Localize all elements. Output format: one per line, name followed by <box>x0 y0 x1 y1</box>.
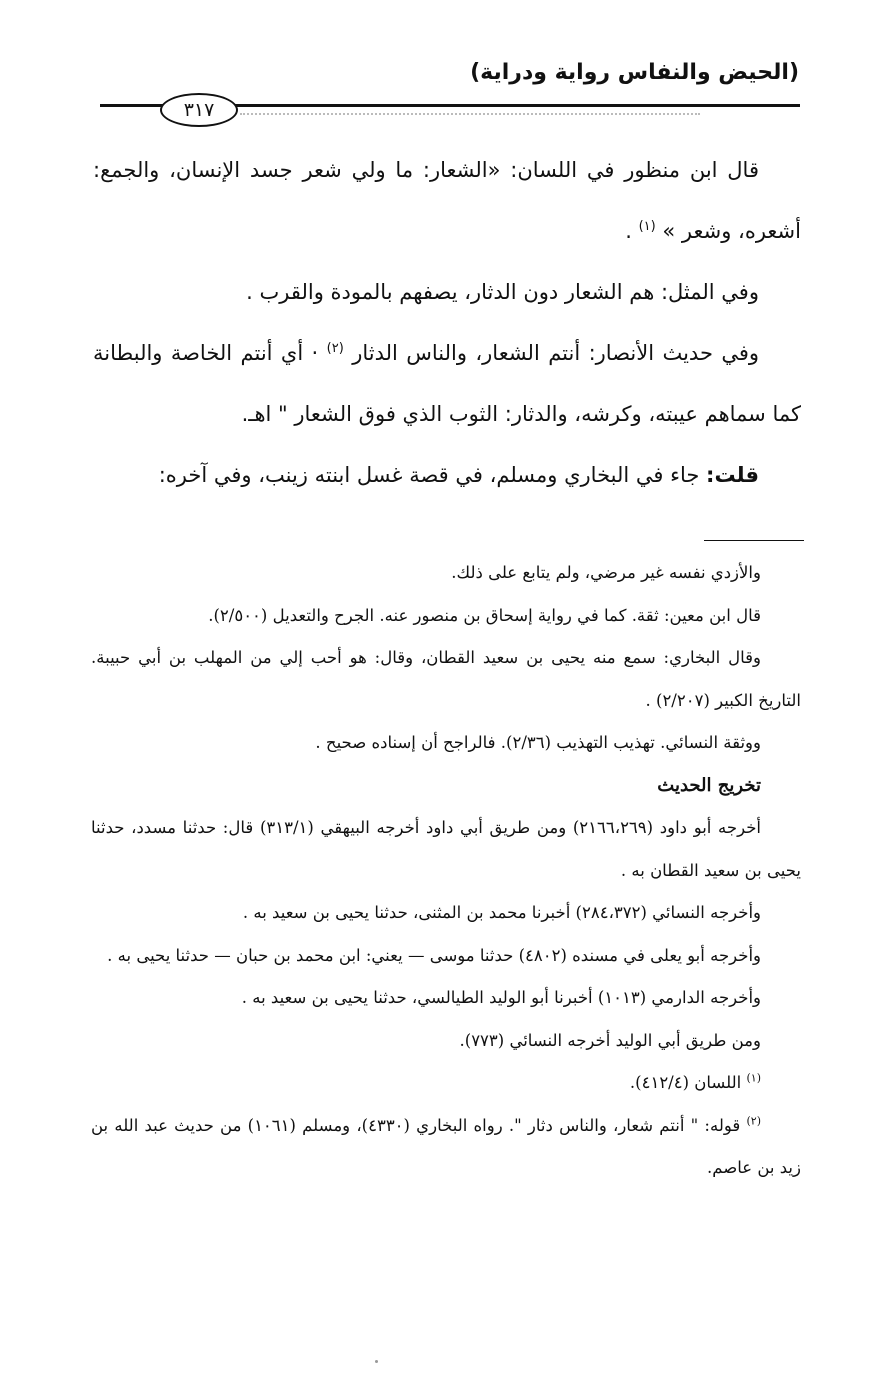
footnote-subheading: تخريج الحديث <box>657 774 761 796</box>
p1-end: . <box>625 219 632 243</box>
main-paragraph-4 <box>93 445 801 506</box>
footnote-ref-1: (١) <box>638 219 656 234</box>
p4-lead: قلت: <box>706 463 759 487</box>
footnotes <box>91 552 801 1190</box>
footnote-line: وأخرجه النسائي (٢٨٤،٣٧٢) أخبرنا محمد بن المثنى، حدثنا يحيى بن سعيد به . <box>242 903 761 922</box>
footnote-line: ومن طريق أبي الوليد أخرجه النسائي (٧٧٣). <box>459 1030 761 1050</box>
main-paragraph-2: وفي المثل: هم الشعار دون الدثار، يصفهم بالمودة والقرب . <box>246 280 759 304</box>
footnote-line: أخرجه أبو داود (٢١٦٦،٢٦٩) ومن طريق أبي داود أخرجه البيهقي (٣١٣/١) قال: حدثنا مسدد، حدثنا يحيى بن سعيد القطان به . <box>91 818 801 880</box>
p4-text: جاء في البخاري ومسلم، في قصة غسل ابنته زينب، وفي آخره: <box>158 463 700 487</box>
footnote-ref-2: (٢) <box>326 341 344 356</box>
note-2-text: قوله: " أنتم شعار، والناس دثار ". رواه البخاري (٤٣٣٠)، ومسلم (١٠٦١) من حديث عبد الله بن زيد بن عاصم. <box>91 1115 801 1177</box>
main-paragraph-1 <box>93 140 801 262</box>
footnote-line: والأزدي نفسه غير مرضي، ولم يتابع على ذلك. <box>451 563 761 582</box>
footnote-line: وأخرجه أبو يعلى في مسنده (٤٨٠٢) حدثنا موسى — يعني: ابن محمد بن حبان — حدثنا يحيى به . <box>107 945 761 965</box>
footnote-line: ووثقة النسائي. تهذيب التهذيب (٢/٣٦). فالراجح أن إسناده صحيح . <box>315 733 761 752</box>
footnote-note-1 <box>91 1062 801 1105</box>
note-2-mark: (٢) <box>746 1114 761 1127</box>
note-1-text: اللسان (٤١٢/٤). <box>629 1073 742 1092</box>
p3-text-b: · أي أنتم الخاصة والبطانة كما سماهم عيبته، وكرشه، والدثار: الثوب الذي فوق الشعار " اهـ. <box>93 341 801 426</box>
running-title: (الحيض والنفاس رواية ودراية) <box>470 60 799 85</box>
main-paragraph-3 <box>93 323 801 445</box>
footnote-note-2 <box>91 1105 801 1190</box>
page-number: ٣١٧ <box>160 93 238 127</box>
footnote-separator <box>704 540 804 541</box>
footnote-line: وأخرجه الدارمي (١٠١٣) أخبرنا أبو الوليد الطيالسي، حدثنا يحيى بن سعيد به . <box>241 988 761 1007</box>
header-dotted-line <box>240 113 700 117</box>
p1-text: قال ابن منظور في اللسان: «الشعار: ما ولي شعر جسد الإنسان، والجمع: أشعره، وشعر » <box>93 158 801 243</box>
note-1-mark: (١) <box>746 1071 761 1085</box>
bottom-dot <box>375 1360 378 1363</box>
p3-text-a: وفي حديث الأنصار: أنتم الشعار، والناس الدثار <box>352 341 760 365</box>
footnote-line: قال ابن معين: ثقة. كما في رواية إسحاق بن منصور عنه. الجرح والتعديل (٢/٥٠٠). <box>208 605 761 625</box>
main-text <box>93 140 801 506</box>
footnote-line: وقال البخاري: سمع منه يحيى بن سعيد القطان، وقال: هو أحب إلي من المهلب بن أبي حبيبة. التاريخ الكبير (٢/٢٠٧) . <box>91 648 801 710</box>
